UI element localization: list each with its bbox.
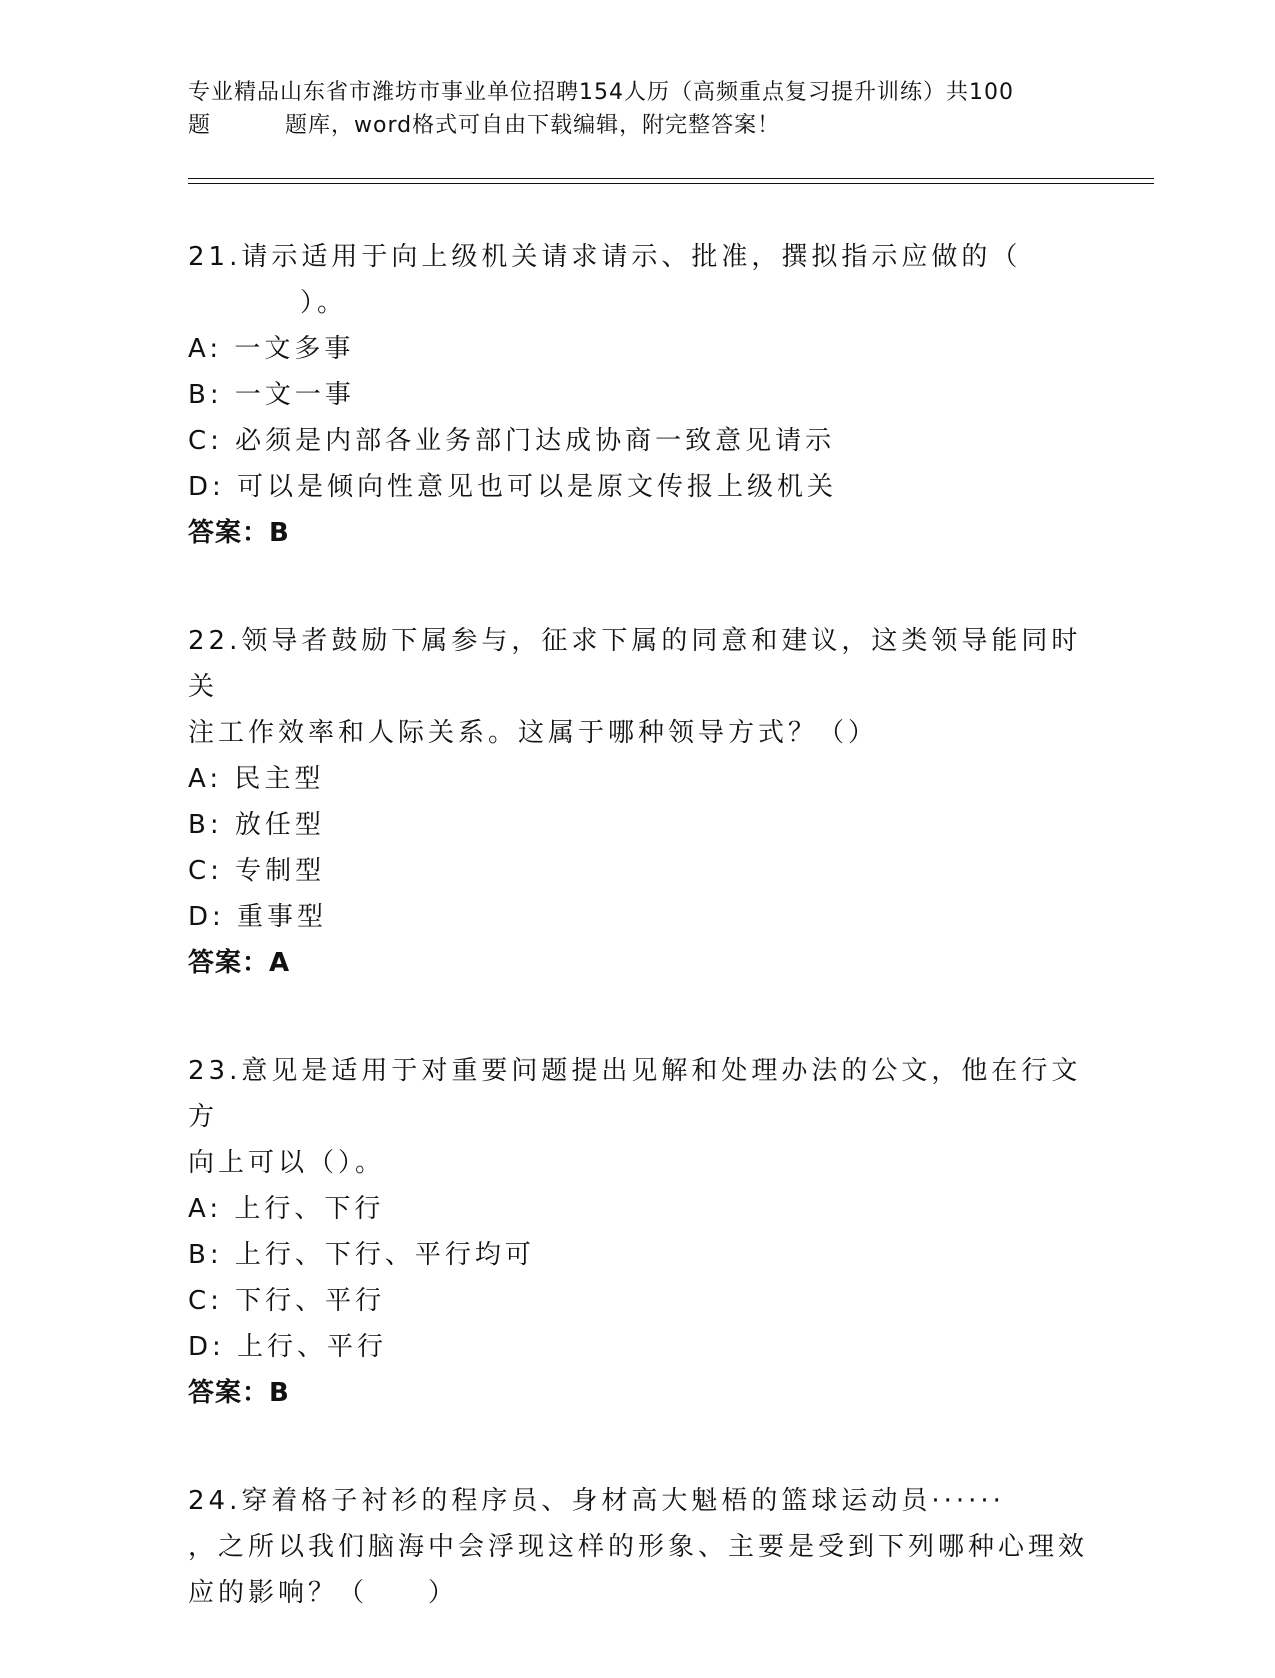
question-text-line: 24.穿着格子衬衫的程序员、身材高大魁梧的篮球运动员······: [188, 1486, 1005, 1516]
header-title-line2: [188, 109, 1088, 142]
question-text-line: ，之所以我们脑海中会浮现这样的形象、主要是受到下列哪种心理效: [188, 1532, 1089, 1562]
question-text: [188, 1048, 1088, 1186]
question-text: [188, 1478, 1088, 1616]
question-text-line: 向上可以（）。: [188, 1148, 386, 1178]
header-line2-tail: 题库，word格式可自由下载编辑，附完整答案！: [285, 113, 781, 138]
question-text: [188, 234, 1088, 326]
answer: 答案：B: [188, 518, 290, 548]
option-c: C: 必须是内部各业务部门达成协商一致意见请示: [188, 426, 836, 456]
option-c: C: 专制型: [188, 856, 326, 886]
header-title-line1: 专业精品山东省市潍坊市事业单位招聘154人历（高频重点复习提升训练）共100: [188, 80, 1014, 105]
option-b: B: 放任型: [188, 810, 325, 840]
option-a: A: 上行、下行: [188, 1194, 385, 1224]
header-divider-bottom: [188, 183, 1154, 184]
question-21: [188, 234, 1088, 556]
option-a: A: 民主型: [188, 764, 325, 794]
option-d: D: 可以是倾向性意见也可以是原文传报上级机关: [188, 472, 838, 502]
question-text-line: 注工作效率和人际关系。这属于哪种领导方式？（）: [188, 718, 879, 748]
header-divider-top: [188, 178, 1154, 179]
header-line2-lead: 题: [188, 113, 212, 138]
answer: 答案：A: [188, 948, 291, 978]
question-text-line: 21.请示适用于向上级机关请求请示、批准，撰拟指示应做的（: [188, 242, 1022, 272]
question-text-line: 22.领导者鼓励下属参与，征求下属的同意和建议，这类领导能同时关: [188, 626, 1082, 702]
option-a: A: 一文多事: [188, 334, 355, 364]
question-list: [188, 234, 1088, 1678]
page-header: [188, 76, 1088, 142]
question-22: [188, 618, 1088, 986]
answer: 答案：B: [188, 1378, 290, 1408]
option-b: B: 上行、下行、平行均可: [188, 1240, 535, 1270]
option-d: D: 上行、平行: [188, 1332, 388, 1362]
question-text-line: 应的影响？（ ）: [188, 1578, 459, 1608]
question-23: [188, 1048, 1088, 1416]
question-text: [188, 618, 1088, 756]
question-text-line: 23.意见是适用于对重要问题提出见解和处理办法的公文，他在行文方: [188, 1056, 1082, 1132]
question-text-line: ）。: [300, 288, 348, 318]
option-b: B: 一文一事: [188, 380, 355, 410]
option-c: C: 下行、平行: [188, 1286, 386, 1316]
option-d: D: 重事型: [188, 902, 328, 932]
question-24: [188, 1478, 1088, 1616]
